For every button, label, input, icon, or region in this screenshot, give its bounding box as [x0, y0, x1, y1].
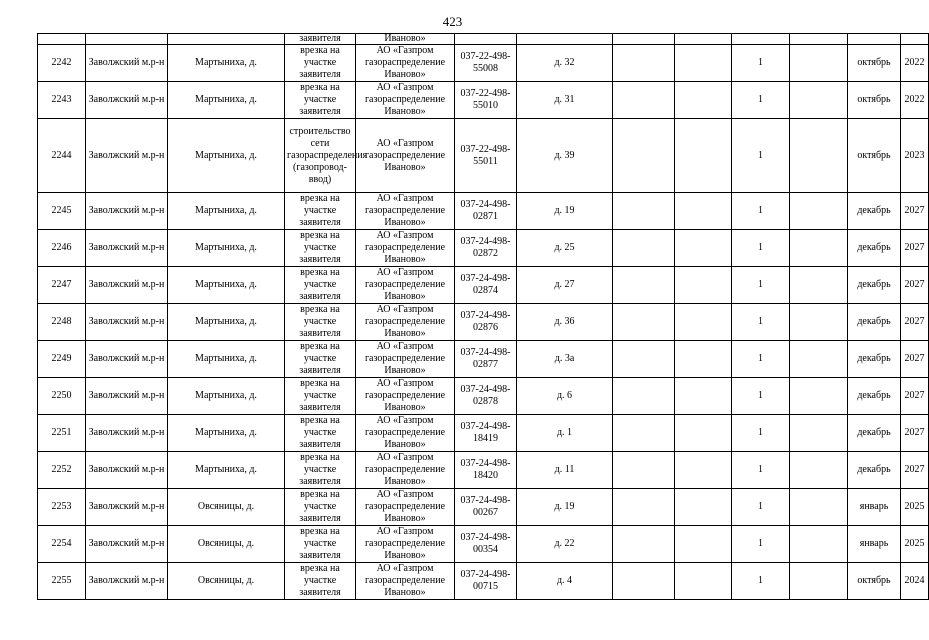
cell-work: врезка на участке заявителя	[285, 452, 356, 489]
cell-address: д. 36	[517, 304, 613, 341]
cell-org: АО «Газпром газораспределение Иваново»	[356, 341, 455, 378]
cell-locality: Мартыниха, д.	[168, 193, 285, 230]
cell-locality: Мартыниха, д.	[168, 415, 285, 452]
cell-count: 1	[732, 45, 790, 82]
cell-year: 2022	[901, 45, 929, 82]
cell-empty-1	[613, 230, 675, 267]
cell-num: 2248	[38, 304, 86, 341]
cell-empty-2	[675, 304, 732, 341]
continued-row	[38, 34, 929, 45]
cell-month: январь	[848, 526, 901, 563]
cell-code: 037-24-498-02874	[455, 267, 517, 304]
cell-address: д. 4	[517, 563, 613, 600]
cell-count: 1	[732, 341, 790, 378]
cell-month: октябрь	[848, 45, 901, 82]
cell-empty-1	[613, 82, 675, 119]
cell-empty-1	[613, 341, 675, 378]
cell-locality: Мартыниха, д.	[168, 230, 285, 267]
cell-month: декабрь	[848, 230, 901, 267]
cell-org: АО «Газпром газораспределение Иваново»	[356, 230, 455, 267]
cell-empty-3	[790, 304, 848, 341]
cell-empty-1	[613, 378, 675, 415]
cell-code: 037-24-498-02871	[455, 193, 517, 230]
cell-work: врезка на участке заявителя	[285, 82, 356, 119]
cell-year: 2027	[901, 193, 929, 230]
cell-address: д. 19	[517, 489, 613, 526]
cell-month: октябрь	[848, 563, 901, 600]
cell-org: АО «Газпром газораспределение Иваново»	[356, 489, 455, 526]
cell-work: врезка на участке заявителя	[285, 526, 356, 563]
table-row	[38, 193, 929, 230]
table-row	[38, 267, 929, 304]
cell-address: д. 39	[517, 119, 613, 193]
cell-count: 1	[732, 193, 790, 230]
cell-work: врезка на участке заявителя	[285, 378, 356, 415]
cell-num: 2252	[38, 452, 86, 489]
table-row	[38, 489, 929, 526]
cell-count: 1	[732, 230, 790, 267]
cell-locality: Мартыниха, д.	[168, 452, 285, 489]
cell-empty-1	[613, 415, 675, 452]
cell-locality: Мартыниха, д.	[168, 304, 285, 341]
cell-work: врезка на участке заявителя	[285, 45, 356, 82]
cell-address: д. 1	[517, 415, 613, 452]
cell-empty-3	[790, 230, 848, 267]
cell-org: АО «Газпром газораспределение Иваново»	[356, 526, 455, 563]
cell-code: 037-24-498-02877	[455, 341, 517, 378]
cell-district: Заволжский м.р-н	[86, 267, 168, 304]
cell-num: 2247	[38, 267, 86, 304]
cell-empty-1	[613, 526, 675, 563]
cell-month: декабрь	[848, 193, 901, 230]
cell-empty-2	[675, 193, 732, 230]
cell-count	[732, 34, 790, 45]
cell-year: 2027	[901, 378, 929, 415]
cell-district: Заволжский м.р-н	[86, 119, 168, 193]
cell-year	[901, 34, 929, 45]
cell-org: АО «Газпром газораспределение Иваново»	[356, 378, 455, 415]
cell-year: 2024	[901, 563, 929, 600]
cell-code: 037-24-498-18419	[455, 415, 517, 452]
cell-work: врезка на участке заявителя	[285, 563, 356, 600]
table-row	[38, 378, 929, 415]
cell-empty-3	[790, 34, 848, 45]
cell-num: 2251	[38, 415, 86, 452]
cell-address: д. 25	[517, 230, 613, 267]
cell-locality: Мартыниха, д.	[168, 45, 285, 82]
cell-month: январь	[848, 489, 901, 526]
table-row	[38, 230, 929, 267]
cell-empty-1	[613, 304, 675, 341]
cell-address: д. 32	[517, 45, 613, 82]
cell-work: врезка на участке заявителя	[285, 230, 356, 267]
cell-empty-1	[613, 563, 675, 600]
cell-org: АО «Газпром газораспределение Иваново»	[356, 82, 455, 119]
cell-work: врезка на участке заявителя	[285, 415, 356, 452]
cell-count: 1	[732, 415, 790, 452]
cell-year: 2027	[901, 341, 929, 378]
cell-month: декабрь	[848, 304, 901, 341]
cell-count: 1	[732, 378, 790, 415]
cell-district	[86, 34, 168, 45]
cell-empty-2	[675, 452, 732, 489]
cell-empty-3	[790, 452, 848, 489]
cell-address: д. 27	[517, 267, 613, 304]
table-row	[38, 452, 929, 489]
page-number: 423	[442, 14, 463, 29]
cell-num: 2244	[38, 119, 86, 193]
cell-district: Заволжский м.р-н	[86, 415, 168, 452]
cell-empty-1	[613, 267, 675, 304]
cell-num	[38, 34, 86, 45]
cell-address	[517, 34, 613, 45]
cell-org: АО «Газпром газораспределение Иваново»	[356, 267, 455, 304]
cell-address: д. 19	[517, 193, 613, 230]
cell-empty-1	[613, 489, 675, 526]
cell-code: 037-22-498-55011	[455, 119, 517, 193]
table-body	[38, 34, 929, 600]
cell-locality: Мартыниха, д.	[168, 267, 285, 304]
cell-code: 037-24-498-00267	[455, 489, 517, 526]
cell-num: 2253	[38, 489, 86, 526]
cell-address: д. 6	[517, 378, 613, 415]
cell-address: д. 11	[517, 452, 613, 489]
table-row	[38, 563, 929, 600]
cell-num: 2242	[38, 45, 86, 82]
cell-count: 1	[732, 489, 790, 526]
cell-locality	[168, 34, 285, 45]
cell-count: 1	[732, 452, 790, 489]
cell-code: 037-24-498-02878	[455, 378, 517, 415]
cell-year: 2027	[901, 452, 929, 489]
cell-year: 2027	[901, 415, 929, 452]
cell-month: октябрь	[848, 119, 901, 193]
cell-count: 1	[732, 563, 790, 600]
cell-empty-2	[675, 119, 732, 193]
cell-empty-1	[613, 45, 675, 82]
cell-empty-2	[675, 267, 732, 304]
cell-count: 1	[732, 304, 790, 341]
cell-district: Заволжский м.р-н	[86, 526, 168, 563]
cell-work: врезка на участке заявителя	[285, 304, 356, 341]
cell-count: 1	[732, 267, 790, 304]
cell-empty-2	[675, 34, 732, 45]
cell-month: декабрь	[848, 267, 901, 304]
cell-locality: Мартыниха, д.	[168, 341, 285, 378]
cell-code: 037-24-498-02876	[455, 304, 517, 341]
cell-empty-2	[675, 563, 732, 600]
cell-district: Заволжский м.р-н	[86, 45, 168, 82]
cell-num: 2246	[38, 230, 86, 267]
table-row	[38, 526, 929, 563]
cell-district: Заволжский м.р-н	[86, 230, 168, 267]
cell-work: строительство сети газораспределения (газопровод-ввод)	[285, 119, 356, 193]
cell-empty-3	[790, 82, 848, 119]
cell-org: АО «Газпром газораспределение Иваново»	[356, 563, 455, 600]
cell-district: Заволжский м.р-н	[86, 563, 168, 600]
cell-code: 037-24-498-00715	[455, 563, 517, 600]
cell-year: 2027	[901, 267, 929, 304]
cell-district: Заволжский м.р-н	[86, 193, 168, 230]
cell-district: Заволжский м.р-н	[86, 304, 168, 341]
cell-work: врезка на участке заявителя	[285, 489, 356, 526]
cell-work: врезка на участке заявителя	[285, 193, 356, 230]
cell-code: 037-24-498-00354	[455, 526, 517, 563]
table-row	[38, 304, 929, 341]
table-row	[38, 45, 929, 82]
cell-year: 2027	[901, 304, 929, 341]
cell-num: 2254	[38, 526, 86, 563]
cell-month: декабрь	[848, 452, 901, 489]
table-row	[38, 119, 929, 193]
cell-district: Заволжский м.р-н	[86, 452, 168, 489]
table-row	[38, 82, 929, 119]
cell-year: 2025	[901, 526, 929, 563]
cell-code: 037-22-498-55008	[455, 45, 517, 82]
cell-district: Заволжский м.р-н	[86, 489, 168, 526]
cell-count: 1	[732, 82, 790, 119]
cell-org: АО «Газпром газораспределение Иваново»	[356, 193, 455, 230]
cell-empty-2	[675, 45, 732, 82]
cell-district: Заволжский м.р-н	[86, 341, 168, 378]
cell-work: заявителя	[285, 34, 356, 45]
cell-year: 2025	[901, 489, 929, 526]
cell-locality: Мартыниха, д.	[168, 82, 285, 119]
cell-locality: Овсяницы, д.	[168, 489, 285, 526]
cell-work: врезка на участке заявителя	[285, 341, 356, 378]
cell-empty-3	[790, 45, 848, 82]
table-row	[38, 415, 929, 452]
cell-empty-3	[790, 341, 848, 378]
cell-code	[455, 34, 517, 45]
cell-empty-3	[790, 267, 848, 304]
cell-org: АО «Газпром газораспределение Иваново»	[356, 119, 455, 193]
cell-empty-2	[675, 526, 732, 563]
cell-count: 1	[732, 119, 790, 193]
cell-num: 2245	[38, 193, 86, 230]
cell-locality: Мартыниха, д.	[168, 119, 285, 193]
cell-month: декабрь	[848, 341, 901, 378]
cell-address: д. 3а	[517, 341, 613, 378]
cell-locality: Овсяницы, д.	[168, 526, 285, 563]
cell-district: Заволжский м.р-н	[86, 378, 168, 415]
cell-empty-2	[675, 415, 732, 452]
cell-empty-1	[613, 193, 675, 230]
cell-empty-3	[790, 193, 848, 230]
cell-empty-3	[790, 119, 848, 193]
cell-org: Иваново»	[356, 34, 455, 45]
cell-num: 2243	[38, 82, 86, 119]
cell-locality: Мартыниха, д.	[168, 378, 285, 415]
cell-count: 1	[732, 526, 790, 563]
cell-month	[848, 34, 901, 45]
cell-month: декабрь	[848, 378, 901, 415]
cell-district: Заволжский м.р-н	[86, 82, 168, 119]
cell-locality: Овсяницы, д.	[168, 563, 285, 600]
cell-org: АО «Газпром газораспределение Иваново»	[356, 415, 455, 452]
gasification-table	[37, 33, 929, 600]
cell-empty-3	[790, 563, 848, 600]
cell-work: врезка на участке заявителя	[285, 267, 356, 304]
table-row	[38, 341, 929, 378]
cell-org: АО «Газпром газораспределение Иваново»	[356, 452, 455, 489]
cell-empty-2	[675, 82, 732, 119]
cell-address: д. 31	[517, 82, 613, 119]
cell-num: 2249	[38, 341, 86, 378]
cell-empty-2	[675, 378, 732, 415]
cell-code: 037-24-498-02872	[455, 230, 517, 267]
cell-empty-3	[790, 378, 848, 415]
cell-empty-2	[675, 230, 732, 267]
cell-code: 037-22-498-55010	[455, 82, 517, 119]
cell-empty-1	[613, 34, 675, 45]
cell-address: д. 22	[517, 526, 613, 563]
cell-num: 2255	[38, 563, 86, 600]
cell-year: 2027	[901, 230, 929, 267]
cell-empty-3	[790, 489, 848, 526]
cell-org: АО «Газпром газораспределение Иваново»	[356, 45, 455, 82]
cell-year: 2022	[901, 82, 929, 119]
cell-org: АО «Газпром газораспределение Иваново»	[356, 304, 455, 341]
cell-year: 2023	[901, 119, 929, 193]
cell-empty-2	[675, 341, 732, 378]
cell-month: октябрь	[848, 82, 901, 119]
cell-empty-3	[790, 415, 848, 452]
cell-month: декабрь	[848, 415, 901, 452]
cell-code: 037-24-498-18420	[455, 452, 517, 489]
cell-empty-2	[675, 489, 732, 526]
cell-empty-1	[613, 452, 675, 489]
cell-empty-3	[790, 526, 848, 563]
cell-empty-1	[613, 119, 675, 193]
cell-num: 2250	[38, 378, 86, 415]
